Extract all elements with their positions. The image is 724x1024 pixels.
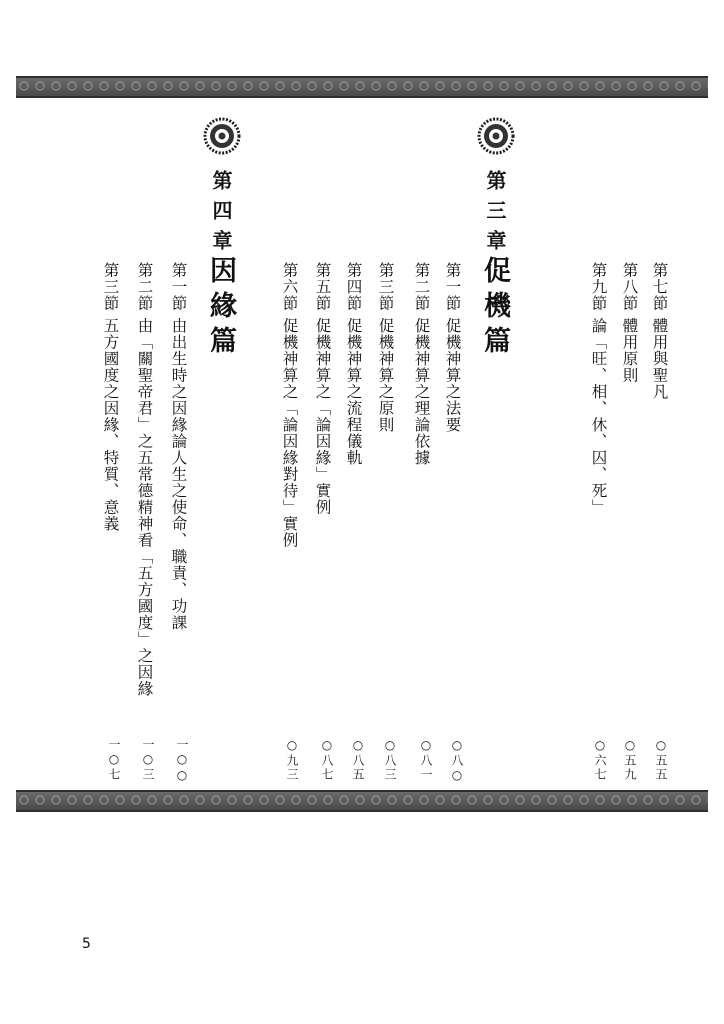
chapter-number: 第三章 <box>483 170 507 260</box>
toc-entry-page: 一○七 <box>107 738 121 782</box>
chapter-number: 第四章 <box>209 170 233 260</box>
toc-entry-title: 第二節 促機神算之理論依據 <box>412 262 431 466</box>
chapter-title: 因緣篇 <box>205 256 236 361</box>
toc-entry-page: ○六七 <box>593 738 607 782</box>
toc-entry-page: ○五九 <box>623 738 637 782</box>
toc-entry-title: 第二節 由「關聖帝君」之五常德精神看「五方國度」之因緣 <box>135 262 154 697</box>
top-ornamental-border <box>16 76 708 98</box>
bottom-ornamental-border <box>16 790 708 812</box>
chapter-emblem-icon <box>203 117 241 155</box>
toc-entry-title: 第五節 促機神算之「論因緣」實例 <box>313 262 332 516</box>
chapter-emblem-icon <box>477 117 515 155</box>
toc-entry-title: 第三節 促機神算之原則 <box>376 262 395 433</box>
toc-entry-page: ○八三 <box>383 738 397 782</box>
toc-entry-title: 第七節 體用與聖凡 <box>650 262 669 400</box>
toc-entry-page: ○九三 <box>285 738 299 782</box>
toc-entry-page: ○八七 <box>320 738 334 782</box>
toc-entry-title: 第一節 由出生時之因緣論人生之使命、職責、功課 <box>169 262 188 631</box>
toc-entry-page: ○八○ <box>450 738 464 784</box>
toc-entry-title: 第三節 五方國度之因緣、特質、意義 <box>101 262 120 532</box>
toc-entry-title: 第八節 體用原則 <box>620 262 639 384</box>
toc-entry-page: ○五五 <box>654 738 668 782</box>
toc-entry-title: 第一節 促機神算之法要 <box>443 262 462 433</box>
toc-entry-title: 第四節 促機神算之流程儀軌 <box>344 262 363 466</box>
toc-entry-title: 第九節 論「旺、相、休、囚、死」 <box>589 262 608 516</box>
page-number: 5 <box>82 936 91 952</box>
toc-entry-page: 一○三 <box>141 738 155 782</box>
toc-entry-title: 第六節 促機神算之「論因緣對待」實例 <box>280 262 299 549</box>
toc-entry-page: ○八五 <box>351 738 365 782</box>
toc-entry-page: ○八一 <box>419 738 433 782</box>
chapter-title: 促機篇 <box>479 256 510 361</box>
toc-entry-page: 一○○ <box>175 738 189 784</box>
